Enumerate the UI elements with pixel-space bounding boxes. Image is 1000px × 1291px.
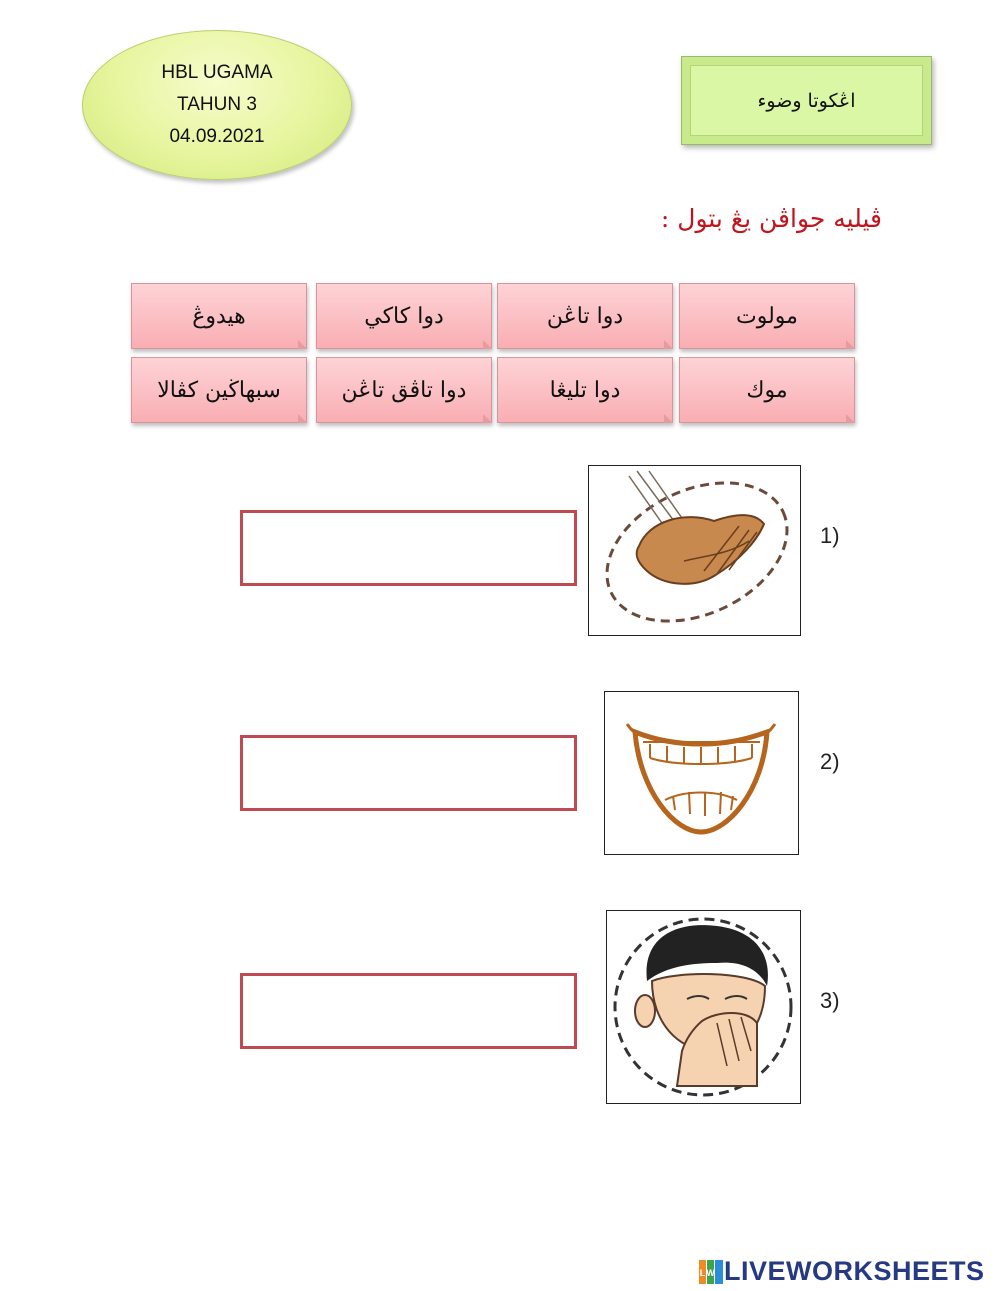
class-info-badge [82, 30, 352, 180]
svg-text:L: L [699, 1267, 706, 1278]
answer-box-1[interactable] [240, 510, 577, 586]
badge-date: 04.09.2021 [169, 126, 265, 147]
answer-box-3[interactable] [240, 973, 577, 1049]
word-card-label: دوا كاكي [364, 303, 444, 329]
word-card-label: دوا تليڠا [549, 377, 621, 403]
word-card-label: مولوت [736, 303, 798, 329]
answer-box-2[interactable] [240, 735, 577, 811]
word-card-label: دوا تاڤق تاڠن [341, 377, 467, 403]
worksheet-title [681, 56, 932, 145]
word-card-label: موك [746, 377, 788, 403]
word-card[interactable] [131, 357, 307, 423]
nose-rinsing-image [606, 910, 801, 1104]
word-card[interactable] [497, 283, 673, 349]
instruction-text: ڤيليه جواڤن يڠ بتول : [660, 204, 882, 233]
liveworksheets-logo-text: LIVEWORKSHEETS [724, 1256, 985, 1286]
liveworksheets-logo-icon [698, 1259, 724, 1285]
word-card[interactable] [316, 283, 492, 349]
svg-text:W: W [706, 1267, 715, 1278]
word-card[interactable] [497, 357, 673, 423]
word-card-label: هيدوڠ [192, 303, 246, 329]
question-number-2: 2) [820, 749, 840, 774]
word-card[interactable] [679, 357, 855, 423]
hands-washing-image [588, 465, 801, 636]
worksheet-title-text: اڠكوتا وضوء [757, 89, 856, 112]
question-number-3: 3) [820, 988, 840, 1013]
word-card-label: دوا تاڠن [546, 303, 624, 329]
badge-subject: HBL UGAMA [161, 62, 273, 83]
mouth-image [604, 691, 799, 855]
badge-year: TAHUN 3 [177, 94, 257, 115]
word-card-label: سبهاڬين كڤالا [157, 377, 281, 403]
word-card[interactable] [131, 283, 307, 349]
word-card[interactable] [679, 283, 855, 349]
question-number-1: 1) [820, 523, 840, 548]
liveworksheets-logo[interactable] [698, 1256, 985, 1287]
word-card[interactable] [316, 357, 492, 423]
